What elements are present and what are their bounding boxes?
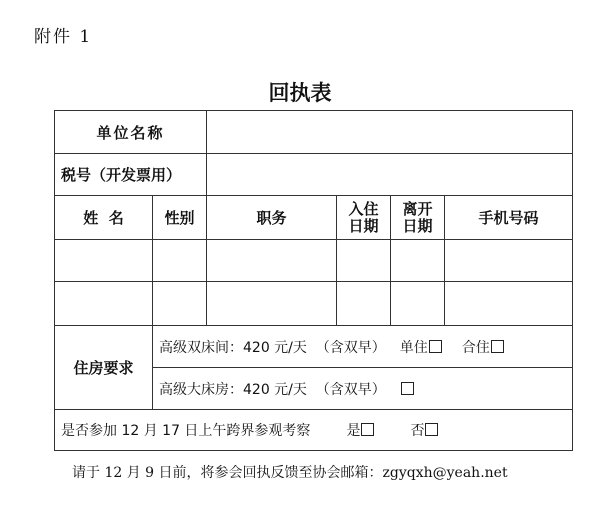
attendee-gender-cell[interactable] <box>153 282 207 326</box>
visit-row <box>55 410 573 451</box>
room-king-text: 高级大床房：420 元/天 （含双早） <box>159 381 386 398</box>
unit-name-label: 单位名称 <box>55 111 207 154</box>
visit-no-label: 否 <box>410 423 425 439</box>
attendee-checkin-cell[interactable] <box>337 240 391 282</box>
header-checkout-line1: 离开 <box>402 199 433 218</box>
king-room-checkbox[interactable] <box>401 382 414 395</box>
visit-yes-checkbox[interactable] <box>361 423 374 436</box>
attendee-position-cell[interactable] <box>207 282 337 326</box>
footer-note: 请于 12 月 9 日前，将参会回执反馈至协会邮箱：zgyqxh@yeah.net <box>72 465 508 481</box>
attendee-checkin-cell[interactable] <box>337 282 391 326</box>
shared-room-checkbox[interactable] <box>491 340 504 353</box>
header-checkout-line2: 日期 <box>402 216 433 235</box>
visit-cell <box>55 410 573 451</box>
single-room-checkbox[interactable] <box>429 340 442 353</box>
housing-label: 住房要求 <box>55 326 153 410</box>
room-twin-text: 高级双床间：420 元/天 （含双早） <box>159 339 386 356</box>
attendee-name-cell[interactable] <box>55 240 153 282</box>
header-name: 姓 名 <box>55 196 153 240</box>
header-checkin-line2: 日期 <box>348 216 379 235</box>
attendee-phone-cell[interactable] <box>445 282 573 326</box>
unit-name-row <box>55 111 573 154</box>
tax-id-label: 税号（开发票用） <box>55 154 207 196</box>
visit-question: 是否参加 12 月 17 日上午跨界参观考察 <box>61 423 311 439</box>
tax-id-field[interactable] <box>207 154 573 196</box>
attendee-phone-cell[interactable] <box>445 240 573 282</box>
attendee-row <box>55 240 573 282</box>
header-position: 职务 <box>207 196 337 240</box>
page-title: 回执表 <box>268 81 332 105</box>
attachment-label: 附件 1 <box>34 27 93 47</box>
visit-yes-label: 是 <box>346 423 361 439</box>
unit-name-field[interactable] <box>207 111 573 154</box>
header-gender: 性别 <box>153 196 207 240</box>
attendee-gender-cell[interactable] <box>153 240 207 282</box>
attendee-position-cell[interactable] <box>207 240 337 282</box>
visit-no-checkbox[interactable] <box>425 423 438 436</box>
room-twin-cell <box>153 326 573 368</box>
room-king-cell <box>153 368 573 410</box>
attendee-row <box>55 282 573 326</box>
attendee-checkout-cell[interactable] <box>391 282 445 326</box>
header-checkin-line1: 入住 <box>348 199 379 218</box>
attendee-name-cell[interactable] <box>55 282 153 326</box>
header-checkin-date <box>337 196 391 240</box>
attendee-checkout-cell[interactable] <box>391 240 445 282</box>
header-phone: 手机号码 <box>445 196 573 240</box>
tax-id-row <box>55 154 573 196</box>
shared-room-label: 合住 <box>461 339 490 356</box>
attendee-header-row <box>55 196 573 240</box>
header-checkout-date <box>391 196 445 240</box>
single-room-label: 单住 <box>399 339 428 356</box>
housing-row-twin <box>55 326 573 368</box>
receipt-form-table <box>54 110 573 451</box>
